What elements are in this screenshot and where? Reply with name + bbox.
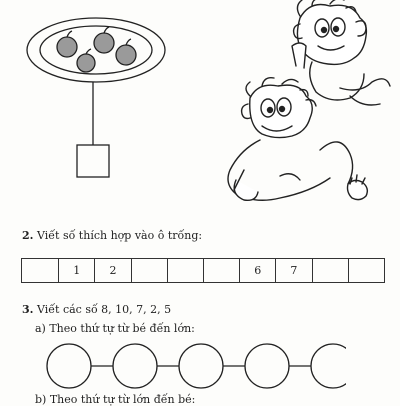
lower-character — [228, 78, 367, 201]
sequence-cell[interactable] — [22, 259, 58, 282]
answer-circle[interactable] — [179, 344, 223, 388]
apple-plate-diagram — [27, 18, 165, 177]
sequence-cell[interactable]: 7 — [275, 259, 311, 282]
question-2-text: Viết số thích hợp vào ô trống: — [36, 229, 203, 242]
question-3-text: Viết các số 8, 10, 7, 2, 5 — [36, 303, 172, 316]
question-3-heading — [22, 303, 171, 316]
apple-icon — [94, 27, 114, 53]
number-sequence-grid — [21, 258, 385, 283]
sequence-cell[interactable] — [348, 259, 384, 282]
answer-circle[interactable] — [311, 344, 346, 388]
sequence-cell[interactable] — [167, 259, 203, 282]
answer-square — [77, 145, 109, 177]
cartoon-characters — [228, 0, 390, 200]
sequence-cell[interactable]: 2 — [94, 259, 130, 282]
ascending-order-circles — [46, 341, 346, 391]
sequence-cell[interactable] — [203, 259, 239, 282]
apple-icon — [57, 31, 77, 57]
answer-circle[interactable] — [245, 344, 289, 388]
apple-icon — [77, 49, 95, 72]
apple-icon — [116, 39, 136, 65]
question-2-number: 2. — [22, 229, 34, 242]
upper-character — [292, 0, 390, 105]
sequence-cell[interactable] — [312, 259, 348, 282]
answer-circle[interactable] — [47, 344, 91, 388]
question-3-part-b: b) Theo thứ tự từ lớn đến bé: — [35, 393, 196, 406]
sequence-cell[interactable]: 6 — [239, 259, 275, 282]
question-3-number: 3. — [22, 303, 34, 316]
question-2-heading — [22, 229, 202, 242]
answer-circle[interactable] — [113, 344, 157, 388]
sequence-cell[interactable] — [131, 259, 167, 282]
sequence-cell[interactable]: 1 — [58, 259, 94, 282]
question-3-part-a: a) Theo thứ tự từ bé đến lớn: — [35, 322, 195, 335]
